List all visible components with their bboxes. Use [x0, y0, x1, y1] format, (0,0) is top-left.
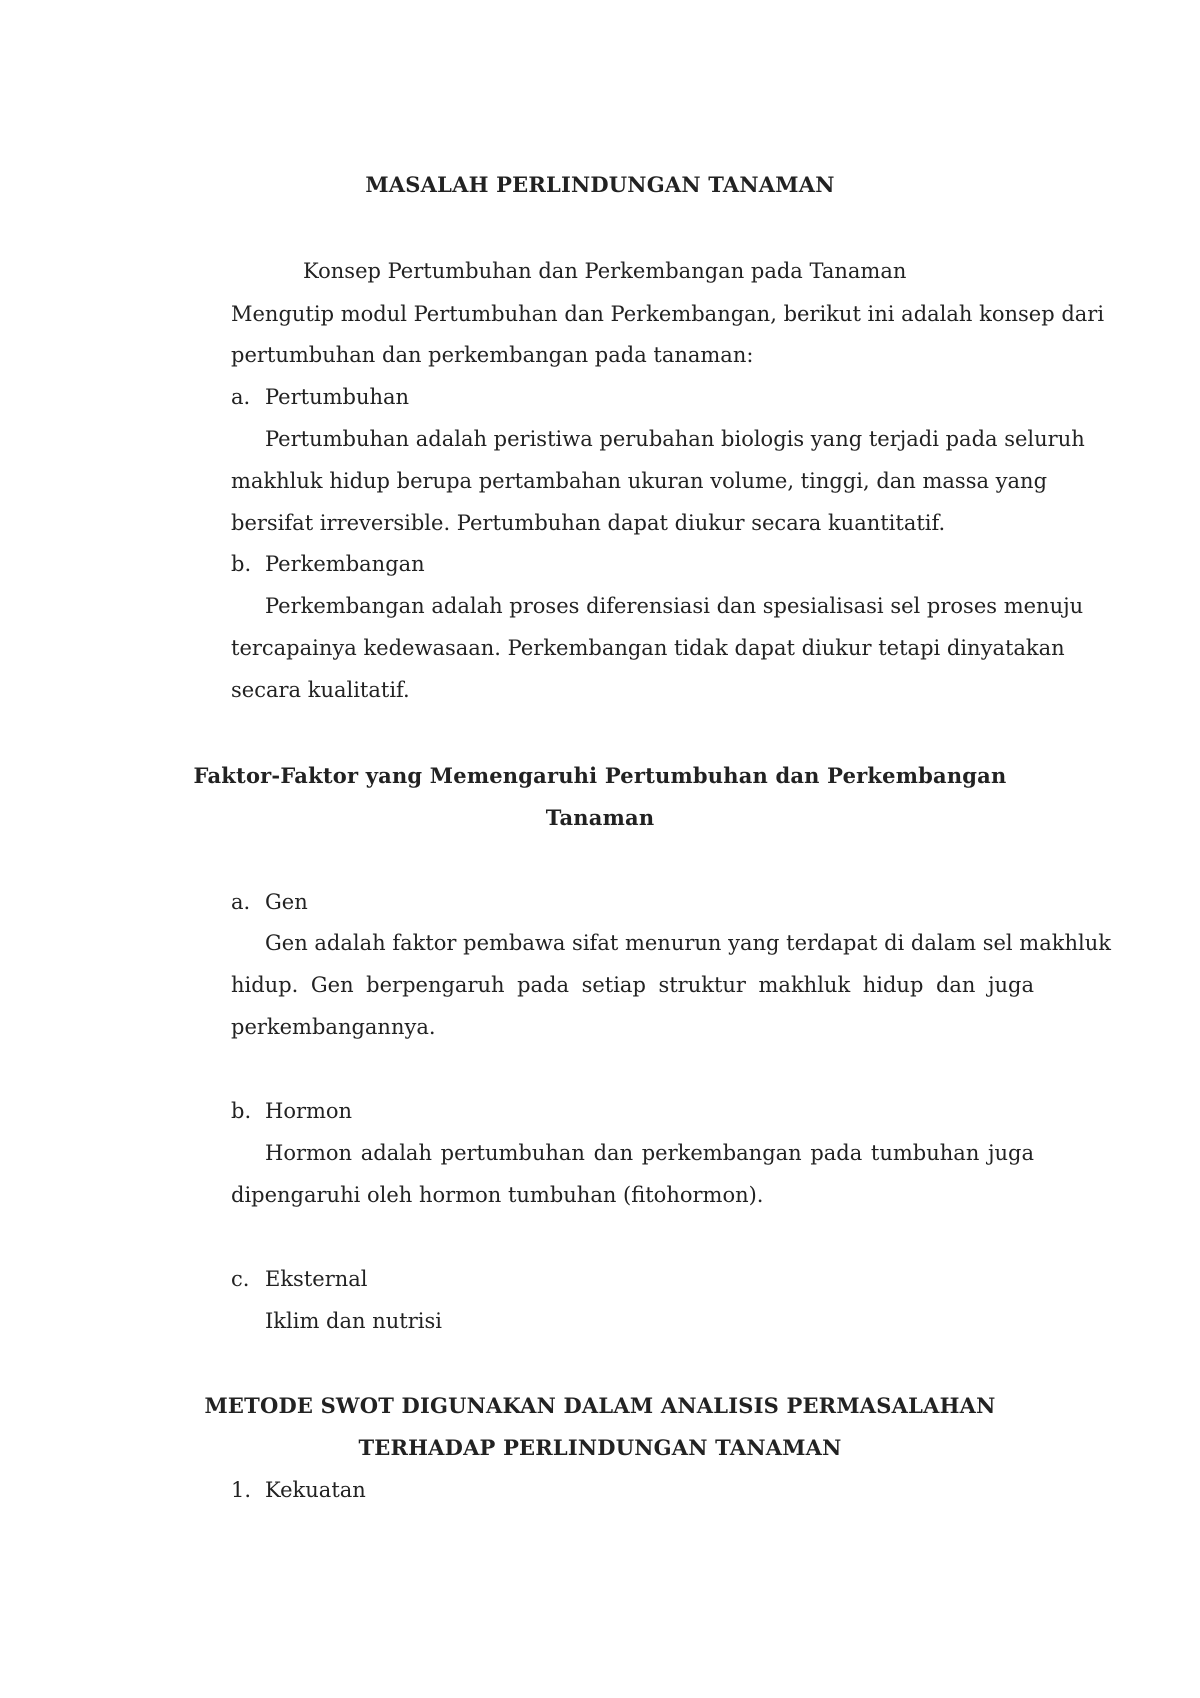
- list-label: b.: [231, 552, 252, 576]
- paragraph-line: makhluk hidup berupa pertambahan ukuran volume, tinggi, dan massa yang: [231, 469, 1048, 493]
- list-item-title: Kekuatan: [265, 1478, 366, 1502]
- paragraph-line: Gen adalah faktor pembawa sifat menurun yang terdapat di dalam sel makhluk: [265, 931, 1111, 955]
- list-item-title: Perkembangan: [265, 552, 425, 576]
- paragraph-line: tercapainya kedewasaan. Perkembangan tidak dapat diukur tetapi dinyatakan: [231, 636, 1065, 660]
- list-item-title: Hormon: [265, 1099, 353, 1123]
- paragraph-line: Pertumbuhan adalah peristiwa perubahan biologis yang terjadi pada seluruh: [265, 427, 1085, 451]
- paragraph-line: Hormon adalah pertumbuhan dan perkembangan pada tumbuhan juga: [265, 1141, 1034, 1165]
- list-item-title: Gen: [265, 890, 308, 914]
- section-heading: Faktor-Faktor yang Memengaruhi Pertumbuhan dan Perkembangan: [193, 763, 1007, 788]
- list-label: a.: [231, 890, 251, 914]
- paragraph-line: Perkembangan adalah proses diferensiasi dan spesialisasi sel proses menuju: [265, 594, 1084, 618]
- section-heading: METODE SWOT DIGUNAKAN DALAM ANALISIS PERMASALAHAN: [204, 1393, 996, 1418]
- list-label: a.: [231, 385, 251, 409]
- concept-heading: Konsep Pertumbuhan dan Perkembangan pada Tanaman: [303, 259, 907, 283]
- list-item-title: Pertumbuhan: [265, 385, 410, 409]
- paragraph-line: secara kualitatif.: [231, 678, 410, 702]
- paragraph-line: Iklim dan nutrisi: [265, 1309, 442, 1333]
- intro-line-2: pertumbuhan dan perkembangan pada tanaman:: [231, 343, 754, 367]
- paragraph-line: dipengaruhi oleh hormon tumbuhan (fitohormon).: [231, 1183, 764, 1207]
- list-label: 1.: [231, 1478, 252, 1502]
- list-item-title: Eksternal: [265, 1267, 368, 1291]
- paragraph-line: perkembangannya.: [231, 1015, 436, 1039]
- section-heading: TERHADAP PERLINDUNGAN TANAMAN: [358, 1435, 842, 1460]
- section-heading: Tanaman: [545, 805, 655, 830]
- list-label: c.: [231, 1267, 250, 1291]
- paragraph-line: hidup. Gen berpengaruh pada setiap struktur makhluk hidup dan juga: [231, 973, 1034, 997]
- document-title: MASALAH PERLINDUNGAN TANAMAN: [365, 172, 835, 197]
- list-label: b.: [231, 1099, 252, 1123]
- intro-line-1: Mengutip modul Pertumbuhan dan Perkembangan, berikut ini adalah konsep dari: [231, 302, 1105, 326]
- paragraph-line: bersifat irreversible. Pertumbuhan dapat diukur secara kuantitatif.: [231, 511, 946, 535]
